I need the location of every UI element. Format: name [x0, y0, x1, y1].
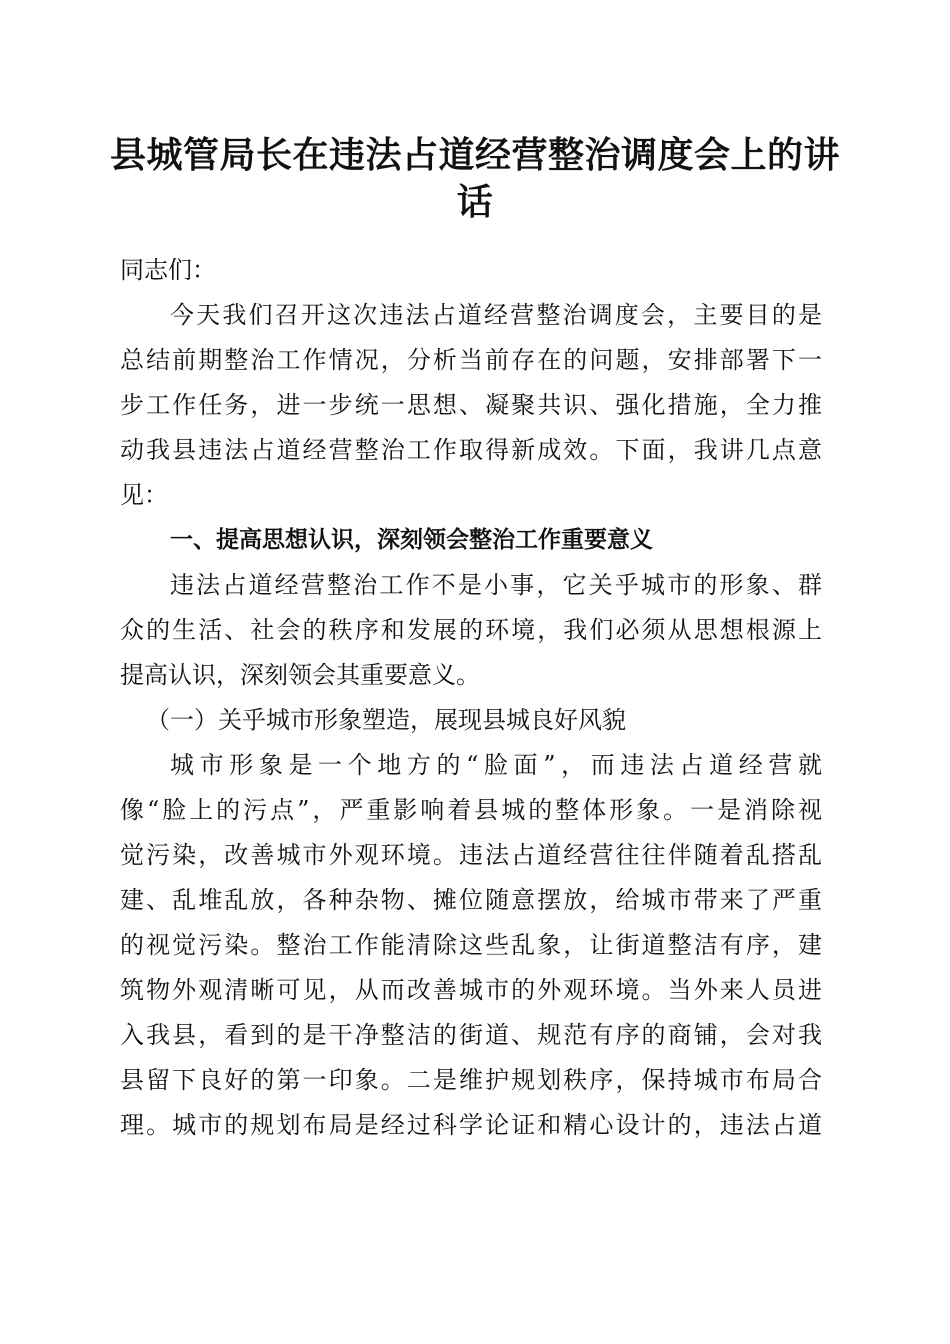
text-line: 理。城市的规划布局是经过科学论证和精心设计的，违法占道 — [120, 1111, 822, 1139]
text-line: 众的生活、社会的秩序和发展的环境，我们必须从思想根源上 — [120, 616, 822, 644]
paragraph — [120, 563, 822, 698]
paragraph — [120, 293, 822, 518]
text-line: 总结前期整治工作情况，分析当前存在的问题，安排部署下一 — [120, 346, 822, 374]
text-line: 提高认识，深刻领会其重要意义。 — [120, 661, 480, 689]
title-line: 话 — [456, 181, 494, 223]
text-line: 筑物外观清晰可见，从而改善城市的外观环境。当外来人员进 — [120, 976, 822, 1004]
section-heading — [120, 518, 822, 563]
text-line: 像“脸上的污点”，严重影响着县城的整体形象。一是消除视 — [120, 796, 822, 824]
text-line: 的视觉污染。整治工作能清除这些乱象，让街道整洁有序，建 — [120, 931, 822, 959]
paragraph — [120, 743, 822, 1148]
title-line: 县城管局长在违法占道经营整治调度会上的讲 — [109, 134, 840, 176]
text-line: 建、乱堆乱放，各种杂物、摊位随意摆放，给城市带来了严重 — [120, 886, 822, 914]
subsection-heading — [120, 698, 822, 743]
text-line: 觉污染，改善城市外观环境。违法占道经营往往伴随着乱搭乱 — [120, 841, 822, 869]
text-line: 同志们： — [120, 256, 216, 284]
salutation — [120, 248, 822, 293]
text-line: （一）关乎城市形象塑造，展现县城良好风貌 — [146, 706, 626, 734]
text-line: 城市形象是一个地方的“脸面”，而违法占道经营就 — [170, 751, 822, 779]
text-line: 今天我们召开这次违法占道经营整治调度会，主要目的是 — [170, 301, 822, 329]
text-line: 入我县，看到的是干净整洁的街道、规范有序的商铺，会对我 — [120, 1021, 822, 1049]
text-line: 一、提高思想认识，深刻领会整治工作重要意义 — [170, 527, 653, 553]
document-body — [120, 248, 822, 1148]
text-line: 动我县违法占道经营整治工作取得新成效。下面，我讲几点意 — [120, 436, 822, 464]
text-line: 县留下良好的第一印象。二是维护规划秩序，保持城市布局合 — [120, 1066, 822, 1094]
document-title — [100, 132, 850, 226]
text-line: 违法占道经营整治工作不是小事，它关乎城市的形象、群 — [170, 571, 822, 599]
text-line: 步工作任务，进一步统一思想、凝聚共识、强化措施，全力推 — [120, 391, 822, 419]
text-line: 见： — [120, 481, 168, 509]
